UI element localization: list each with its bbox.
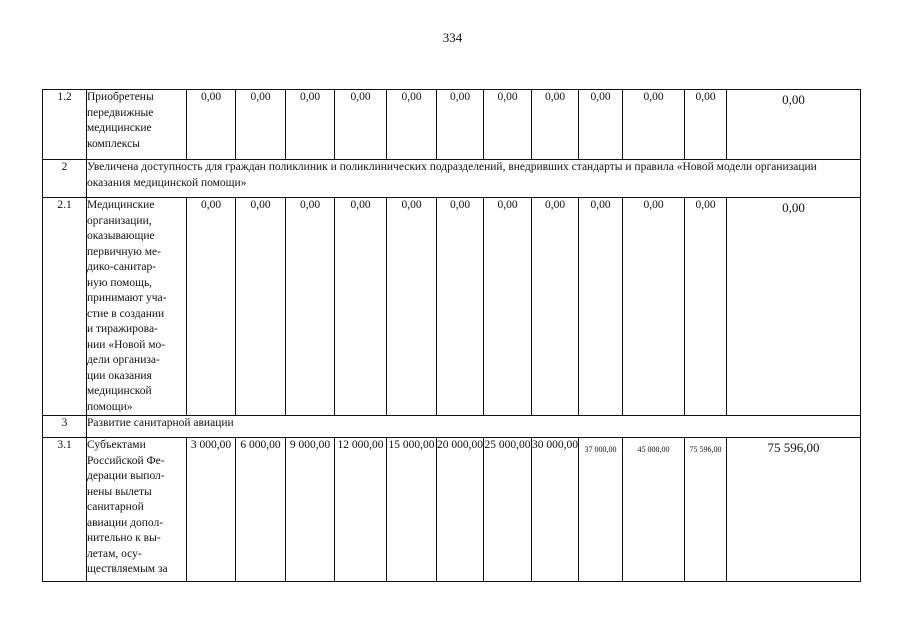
value-cell: 0,00: [484, 90, 532, 160]
value-cell: 75 596,00: [685, 438, 727, 582]
value-cell: 0,00: [532, 90, 579, 160]
value-cell: 9 000,00: [286, 438, 335, 582]
table-row: [43, 198, 861, 416]
value-cell: 0,00: [532, 198, 579, 416]
row-description: Приобретены передвижные медицинские комплексы: [87, 90, 187, 160]
row-number: 2: [43, 160, 87, 198]
value-cell: 0,00: [286, 90, 335, 160]
row-number: 2.1: [43, 198, 87, 416]
value-cell: 0,00: [335, 90, 387, 160]
value-cell: 0,00: [187, 198, 236, 416]
data-table: [42, 89, 861, 582]
value-cell: 20 000,00: [437, 438, 484, 582]
row-number: 1.2: [43, 90, 87, 160]
value-cell: 12 000,00: [335, 438, 387, 582]
row-description: Субъектами Российской Фе- дерации выпол- нены вылеты санитарной авиации допол- нительно к вы- летам, осу- ществляемым за: [87, 438, 187, 582]
total-cell: 0,00: [727, 198, 861, 416]
value-cell: 0,00: [579, 90, 623, 160]
section-heading: Развитие санитарной авиации: [87, 416, 861, 438]
section-heading-row: [43, 416, 861, 438]
value-cell: 0,00: [236, 198, 286, 416]
table-row: [43, 90, 861, 160]
section-heading-row: [43, 160, 861, 198]
value-cell: 0,00: [387, 198, 437, 416]
value-cell: 0,00: [187, 90, 236, 160]
value-cell: 0,00: [685, 198, 727, 416]
value-cell: 0,00: [335, 198, 387, 416]
row-number: 3.1: [43, 438, 87, 582]
value-cell: 0,00: [387, 90, 437, 160]
value-cell: 0,00: [623, 198, 685, 416]
value-cell: 3 000,00: [187, 438, 236, 582]
value-cell: 0,00: [286, 198, 335, 416]
total-cell: 75 596,00: [727, 438, 861, 582]
value-cell: 0,00: [437, 90, 484, 160]
total-cell: 0,00: [727, 90, 861, 160]
row-description: Медицинские организации, оказывающие первичную ме- дико-санитар- ную помощь, принимают уча- стие в создании и тиражирова- нии «Новой мо- дели организа- ции оказания медицинской помощи»: [87, 198, 187, 416]
row-number: 3: [43, 416, 87, 438]
value-cell: 6 000,00: [236, 438, 286, 582]
value-cell: 37 000,00: [579, 438, 623, 582]
value-cell: 0,00: [579, 198, 623, 416]
section-heading: Увеличена доступность для граждан поликлиник и поликлинических подразделений, внедривших стандарты и правила «Новой модели организации оказания медицинской помощи»: [87, 160, 861, 198]
value-cell: 0,00: [623, 90, 685, 160]
value-cell: 15 000,00: [387, 438, 437, 582]
value-cell: 45 000,00: [623, 438, 685, 582]
value-cell: 0,00: [236, 90, 286, 160]
value-cell: 0,00: [685, 90, 727, 160]
value-cell: 0,00: [437, 198, 484, 416]
value-cell: 25 000,00: [484, 438, 532, 582]
table-row: [43, 438, 861, 582]
page-number: 334: [442, 30, 463, 45]
value-cell: 0,00: [484, 198, 532, 416]
value-cell: 30 000,00: [532, 438, 579, 582]
